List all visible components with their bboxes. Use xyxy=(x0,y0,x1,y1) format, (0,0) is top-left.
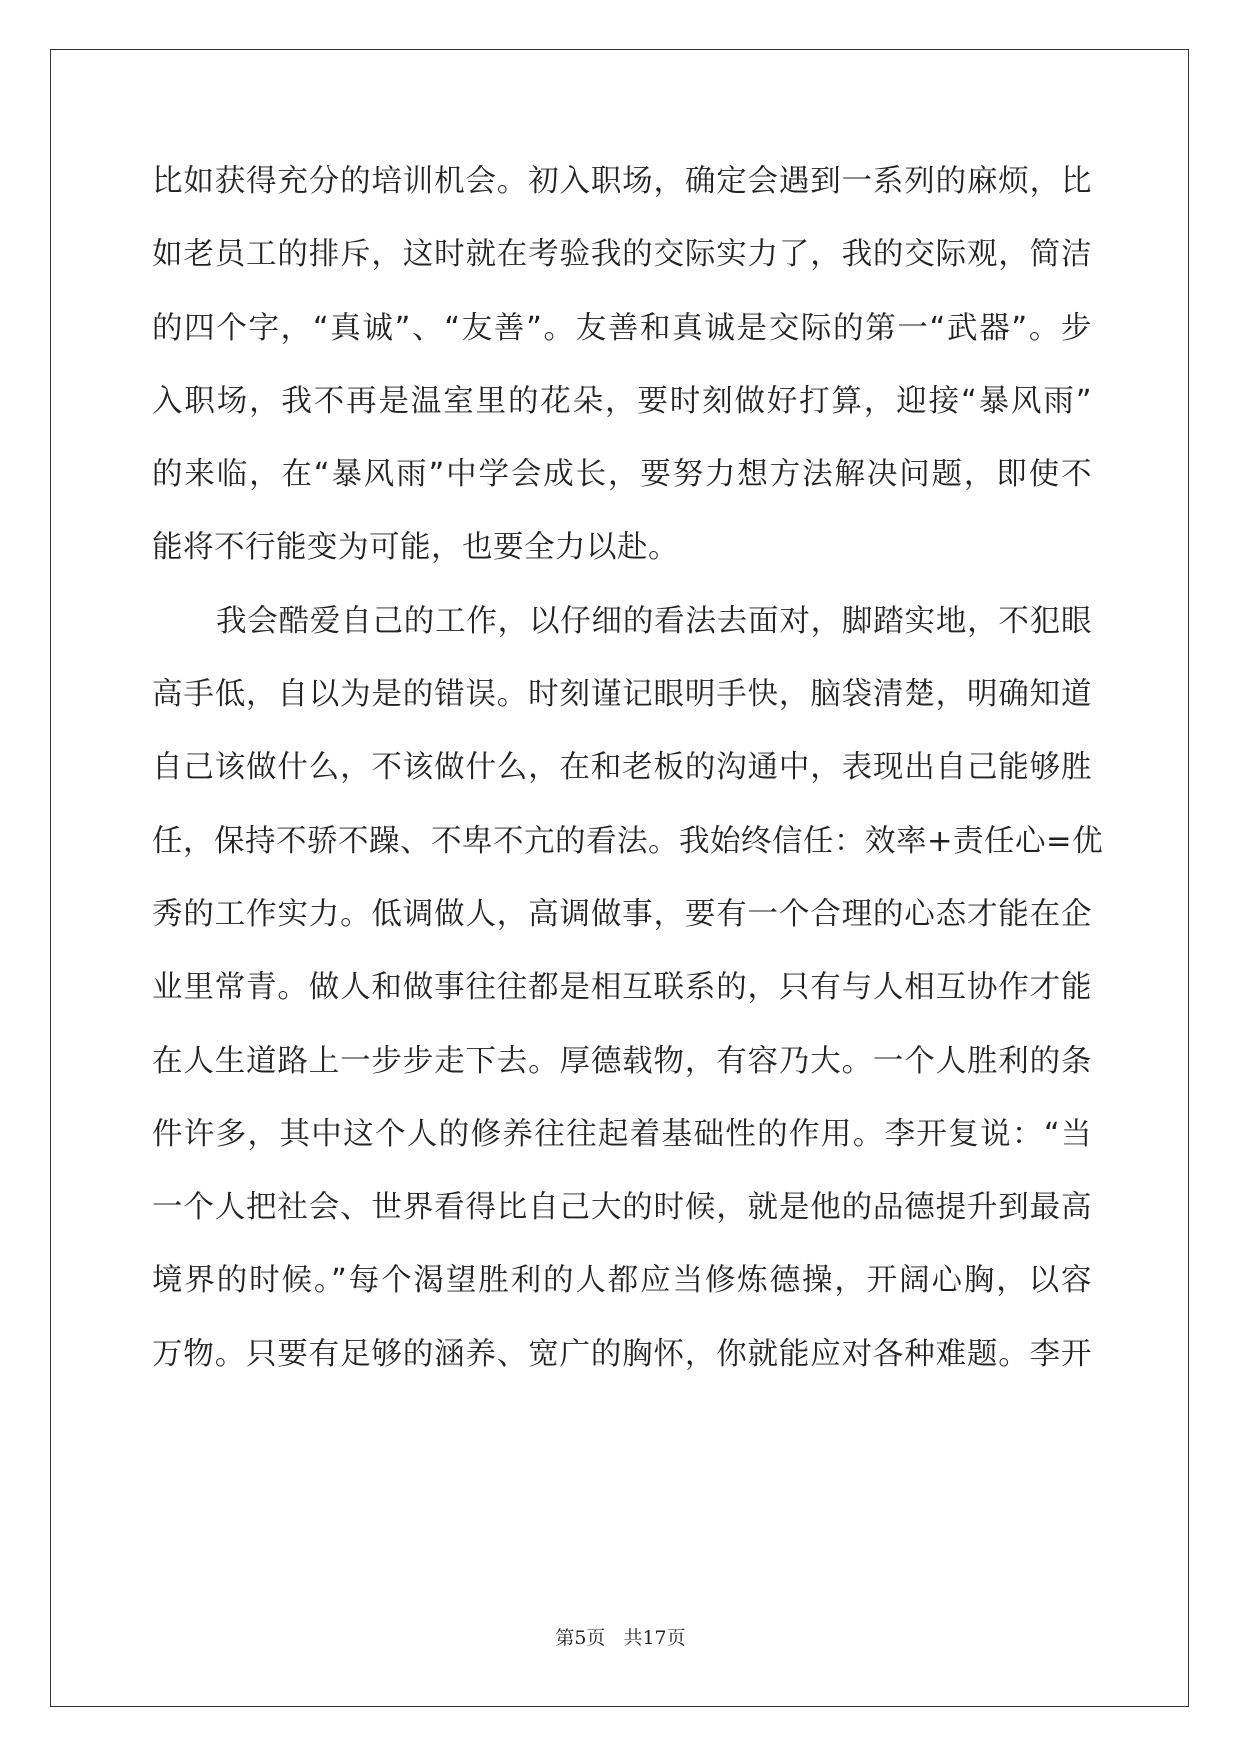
document-body xyxy=(152,162,1104,1408)
page-footer xyxy=(0,1623,1241,1650)
page-number: 第5页 xyxy=(555,1627,606,1649)
text-line: 自己该做什么，不该做什么，在和老板的沟通中，表现出自己能够胜 xyxy=(152,750,1092,786)
text-line: 我会酷爱自己的工作，以仔细的看法去面对，脚踏实地，不犯眼 xyxy=(216,603,1092,639)
text-line: 万物。只要有足够的涵养、宽广的胸怀，你就能应对各种难题。李开 xyxy=(152,1336,1092,1372)
page-total: 共17页 xyxy=(623,1627,686,1649)
text-line: 一个人把社会、世界看得比自己大的时候，就是他的品德提升到最高 xyxy=(152,1190,1092,1226)
text-line: 境界的时候。”每个渴望胜利的人都应当修炼德操，开阔心胸，以容 xyxy=(152,1263,1092,1299)
text-line: 的来临，在“暴风雨”中学会成长，要努力想方法解决问题，即使不 xyxy=(152,457,1092,493)
text-line: 能将不行能变为可能，也要全力以赴。 xyxy=(152,530,679,566)
text-line: 业里常青。做人和做事往往都是相互联系的，只有与人相互协作才能 xyxy=(152,970,1092,1006)
text-line: 在人生道路上一步步走下去。厚德载物，有容乃大。一个人胜利的条 xyxy=(152,1043,1092,1079)
text-line: 如老员工的排斥，这时就在考验我的交际实力了，我的交际观，简洁 xyxy=(152,237,1092,273)
text-line: 任，保持不骄不躁、不卑不亢的看法。我始终信任：效率+责任心=优 xyxy=(152,823,1104,859)
text-line: 高手低，自以为是的错误。时刻谨记眼明手快，脑袋清楚，明确知道 xyxy=(152,677,1092,713)
text-line: 秀的工作实力。低调做人，高调做事，要有一个合理的心态才能在企 xyxy=(152,896,1092,932)
text-line: 入职场，我不再是温室里的花朵，要时刻做好打算，迎接“暴风雨” xyxy=(152,383,1092,419)
text-line: 的四个字，“真诚”、“友善”。友善和真诚是交际的第一“武器”。步 xyxy=(152,310,1092,346)
text-line: 比如获得充分的培训机会。初入职场，确定会遇到一系列的麻烦，比 xyxy=(152,164,1092,199)
text-line: 件许多，其中这个人的修养往往起着基础性的作用。李开复说：“当 xyxy=(152,1116,1092,1152)
